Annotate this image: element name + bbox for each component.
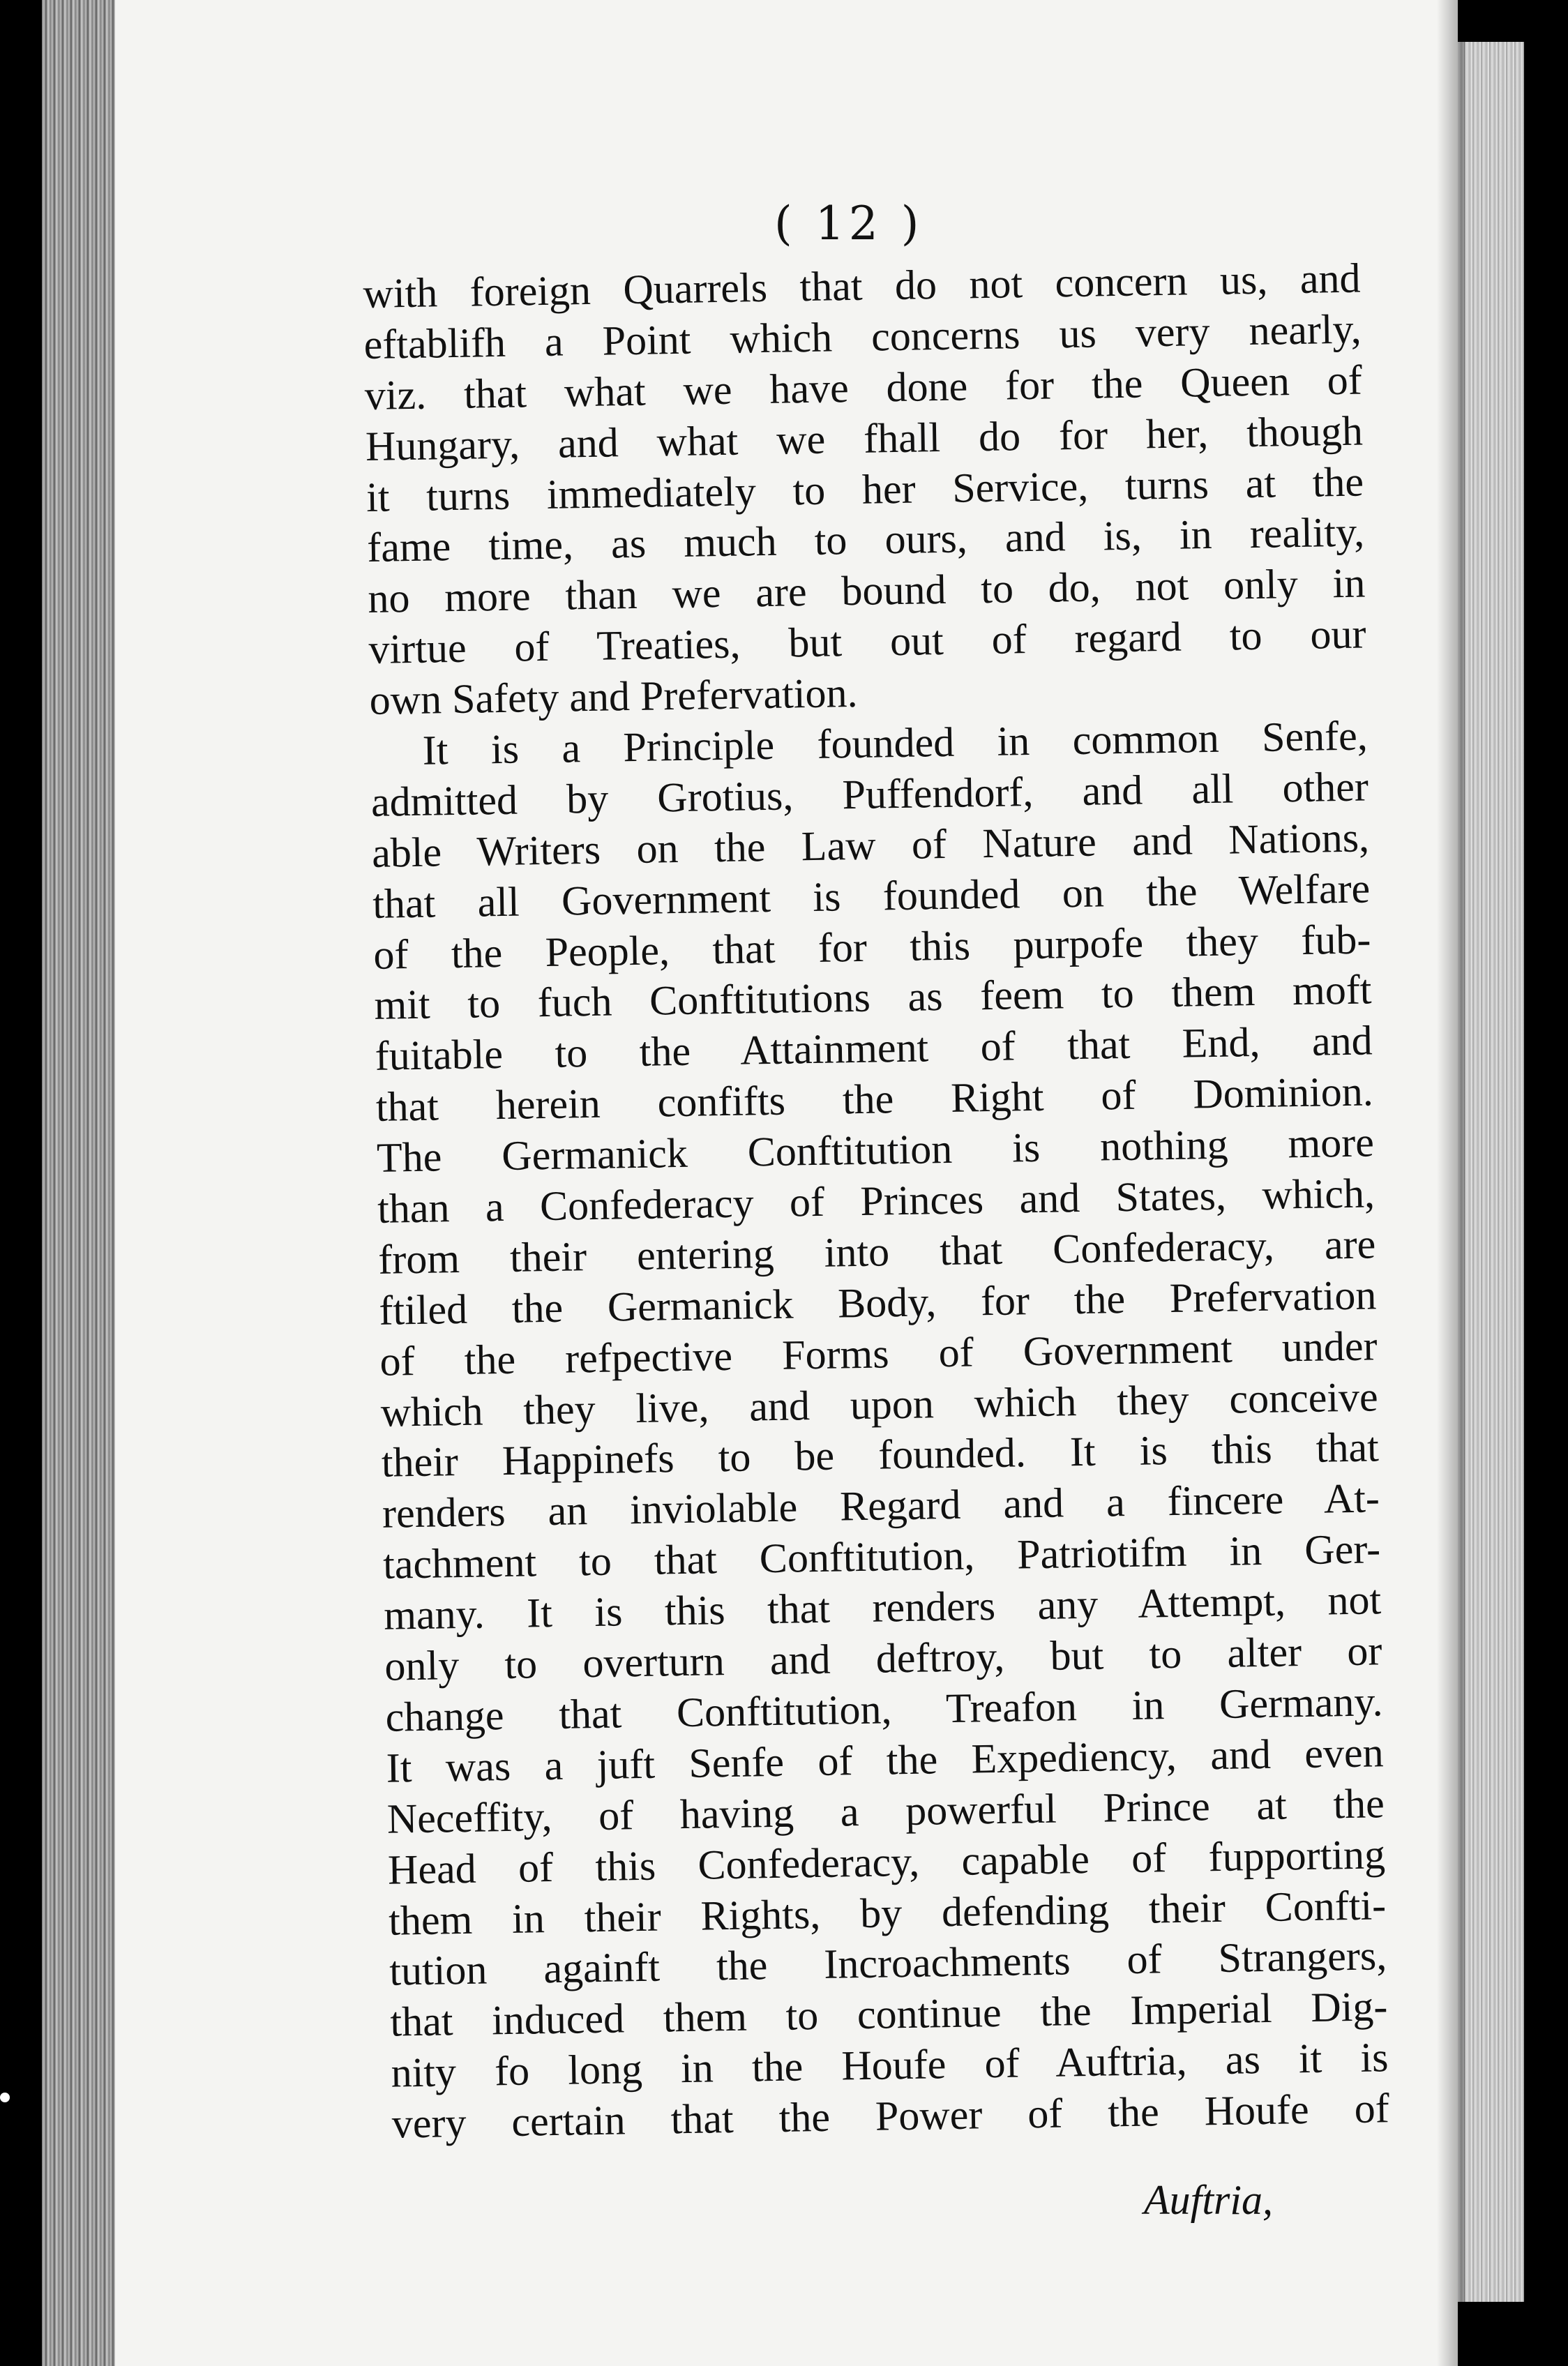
text-line: ftiled the Germanick Body, for the Prefervation	[378, 1272, 1377, 1334]
text-line: viz. that what we have done for the Queen of	[364, 356, 1363, 419]
text-line: tachment to that Conftitution, Patriotifm in Ger-	[382, 1525, 1381, 1588]
text-line: eftablifh a Point which concerns us very nearly,	[363, 306, 1362, 368]
text-line: Head of this Confederacy, capable of fupporting	[387, 1830, 1386, 1893]
text-line: able Writers on the Law of Nature and Nations,	[371, 814, 1370, 876]
text-line: them in their Rights, by defending their Confti-	[388, 1881, 1387, 1944]
text-line: that induced them to continue the Imperial Dig-	[389, 1983, 1388, 2045]
text-line: many. It is this that renders any Attempt, not	[383, 1576, 1382, 1638]
page-number: ( 12 )	[774, 197, 924, 250]
text-line: change that Conftitution, Treafon in Germany.	[385, 1678, 1383, 1740]
text-line: that all Government is founded on the Welfare	[372, 865, 1371, 927]
text-line: their Happinefs to be founded. It is this that	[381, 1424, 1380, 1486]
text-line: with foreign Quarrels that do not concern us, and	[363, 255, 1361, 317]
text-line: it turns immediately to her Service, turns at the	[365, 458, 1364, 520]
text-line: than a Confederacy of Princes and States, which,	[377, 1170, 1375, 1232]
scan-edge-mark	[0, 2093, 10, 2102]
text-line: which they live, and upon which they conceive	[380, 1373, 1379, 1436]
book-spine-edge	[42, 0, 119, 2366]
text-line: It was a juft Senfe of the Expediency, and even	[386, 1729, 1385, 1791]
text-line: admitted by Grotius, Puffendorf, and all other	[370, 763, 1369, 825]
text-line: Hungary, and what we fhall do for her, though	[365, 407, 1364, 469]
text-line: that herein confifts the Right of Dominion.	[375, 1068, 1374, 1131]
text-line: Neceffity, of having a powerful Prince at the	[386, 1779, 1385, 1842]
text-line: own Safety and Prefervation.	[369, 670, 858, 724]
text-line: tution againft the Incroachments of Strangers,	[389, 1932, 1387, 1995]
body-text	[363, 253, 1389, 2150]
text-line: The Germanick Conftitution is nothing more	[376, 1119, 1375, 1181]
text-line: of the People, that for this purpofe they fub-	[372, 915, 1371, 978]
text-line: of the refpective Forms of Government under	[379, 1323, 1378, 1385]
text-line: renders an inviolable Regard and a fincere At-	[382, 1475, 1380, 1537]
text-line: only to overturn and deftroy, but to alter or	[384, 1627, 1382, 1689]
text-line: fame time, as much to ours, and is, in reality,	[366, 508, 1365, 571]
text-line: very certain that the Power of the Houfe of	[391, 2085, 1390, 2147]
catchword: Auftria,	[1144, 2177, 1274, 2223]
text-line: virtue of Treaties, but out of regard to our	[368, 610, 1366, 673]
text-line: fuitable to the Attainment of that End, and	[375, 1017, 1373, 1080]
text-line: nity fo long in the Houfe of Auftria, as it is	[391, 2034, 1389, 2096]
page-shadow	[1437, 0, 1465, 2366]
text-line: It is a Principle founded in common Senfe,	[422, 712, 1369, 774]
text-line: no more than we are bound to do, not only in	[367, 559, 1366, 622]
text-line: mit to fuch Conftitutions as feem to them moft	[374, 966, 1372, 1029]
text-line: from their entering into that Confederacy, are	[377, 1221, 1376, 1283]
